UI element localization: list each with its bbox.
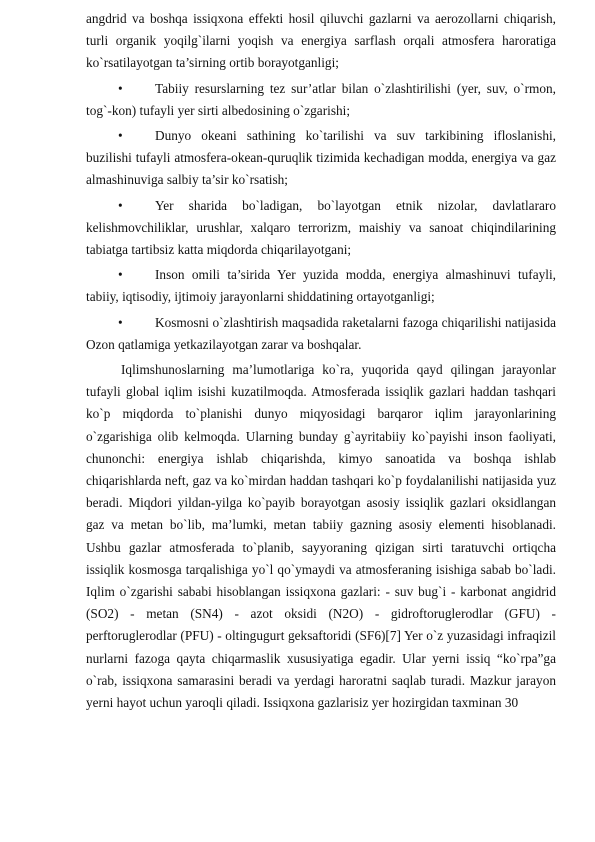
bullet-marker: •	[118, 267, 123, 283]
bullet-item	[86, 264, 556, 308]
bullet-marker: •	[118, 314, 123, 330]
bullet-text: Kosmosni o`zlashtirish maqsadida raketalarni fazoga chiqarilishi natijasida Ozon qatlamiga yetkazilayotgan zarar va boshqalar.	[86, 314, 556, 352]
document-page	[86, 0, 556, 714]
bullet-text: Dunyo okeani sathining ko`tarilishi va suv tarkibining ifloslanishi, buzilishi tufayli atmosfera-okean-quruqlik tizimida kechadigan modda, energiya va gaz almashinuviga salbiy ta’sir ko`rsatish;	[86, 128, 556, 188]
bullet-text: Tabiiy resurslarning tez sur’atlar bilan o`zlashtirilishi (yer, suv, o`rmon, tog`-kon) tufayli yer sirti albedosining o`zgarishi;	[86, 80, 556, 118]
bullet-marker: •	[118, 197, 123, 213]
bullet-item	[86, 195, 556, 262]
bullet-text: Yer sharida bo`ladigan, bo`layotgan etnik nizolar, davlatlararo kelishmovchiliklar, urushlar, xalqaro terrorizm, maishiy va sanoat chiqindilarining tabiatga tartibsiz katta miqdorda chiqarilayotgani;	[86, 197, 556, 258]
bullet-item	[86, 312, 556, 356]
paragraph-intro: angdrid va boshqa issiqxona effekti hosil qiluvchi gazlarni va aerozollarni chiqarish, turli organik yoqilg`ilarni yoqish va energiya sarflash orqali atmosfera haroratiga ko`rsatilayotgan ta’sirning ortib borayotganligi;	[86, 11, 556, 71]
bullet-item	[86, 125, 556, 192]
paragraph-main: Iqlimshunoslarning ma’lumotlariga ko`ra, yuqorida qayd qilingan jarayonlar tufayli global iqlim isishi kuzatilmoqda. Atmosferada issiqlik gazlari haddan tashqari ko`p miqdorda to`planishi dunyo miqyosidagi barqaror iqlim jarayonlarining o`zgarishiga olib kelmoqda. Ularning bunday g`ayritabiiy ko`payishi inson faoliyati, chunonchi: energiya ishlab chiqarishda, kimyo sanoatida va boshqa ishlab chiqarishlarda neft, gaz va ko`mirdan haddan tashqari ko`p foydalanilishi natijasida yuz beradi. Miqdori yildan-yilga ko`payib borayotgan asosiy issiqlik gazlari oksidlangan gaz va metan bo`lib, ma’lumki, metan tabiiy gazning asosiy elementi hisoblanadi. Ushbu gazlar atmosferada to`planib, sayyoraning qizigan sirti taratuvchi ortiqcha issiqlik kosmosga tarqalishiga yo`l qo`ymaydi va atmosferaning isishiga sabab bo`ladi. Iqlim o`zgarishi sababi hisoblangan issiqxona gazlari: - suv bug`i - karbonat angidrid (SO2) - metan (SN4) - azot oksidi (N2O) - gidroftoruglerodlar (GFU) - perftoruglerodlar (PFU) - oltingugurt geksaftoridi (SF6)[7] Yer o`z yuzasidagi infraqizil nurlarni fazoga qayta chiqarmaslik xususiyatiga egadir. Ular yerni issiq “ko`rpa”ga o`rab, issiqxona samarasini beradi va yerdagi haroratni saqlab turadi. Mazkur jarayon yerni hayot uchun yaroqli qiladi. Issiqxona gazlarisiz yer hozirgidan taxminan 30	[86, 362, 556, 711]
bullet-item	[86, 78, 556, 122]
bullet-marker: •	[118, 80, 123, 96]
bullet-text: Inson omili ta’sirida Yer yuzida modda, energiya almashinuvi tufayli, tabiiy, iqtisodiy, ijtimoiy jarayonlarni shiddatining ortayotganligi;	[86, 267, 556, 305]
bullet-marker: •	[118, 128, 123, 144]
